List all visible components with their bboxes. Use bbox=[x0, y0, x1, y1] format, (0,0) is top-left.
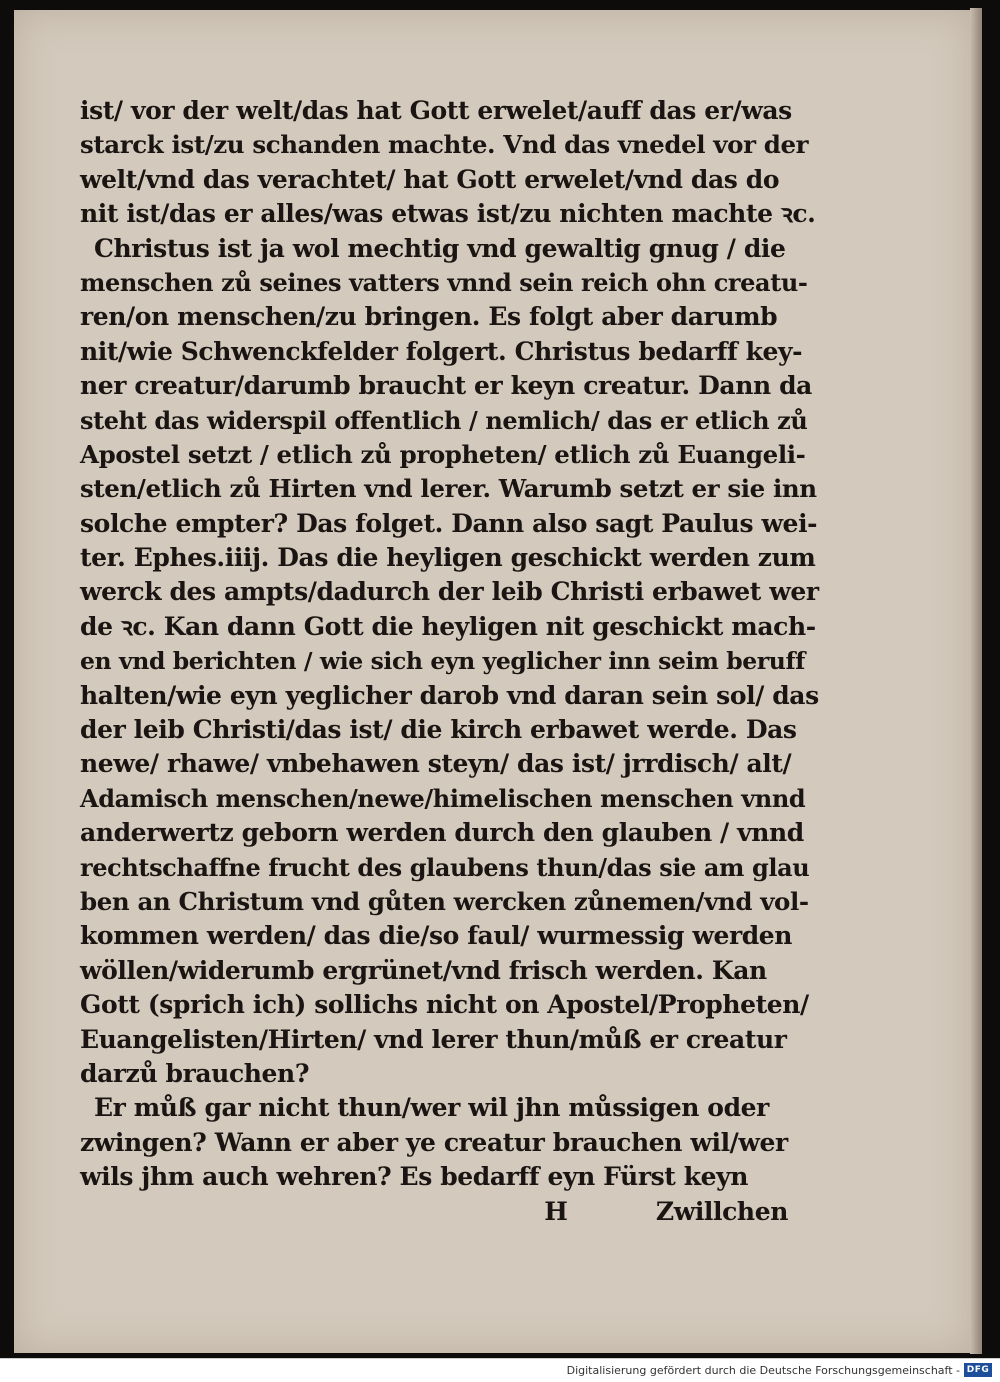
text-line: welt/vnd das verachtet/ hat Gott erwelet/vnd das do bbox=[80, 164, 780, 194]
text-line: Gott (sprich ich) sollichs nicht on Apostel/Propheten/ bbox=[80, 990, 809, 1020]
text-line: werck des ampts/dadurch der leib Christi erbawet wer bbox=[80, 577, 819, 607]
text-line: ist/ vor der welt/das hat Gott erwelet/auff das er/was bbox=[80, 96, 792, 125]
signature-mark: H bbox=[544, 1196, 568, 1226]
text-line: Christus ist ja wol mechtig vnd gewaltig gnug / die bbox=[94, 233, 786, 263]
text-line: newe/ rhawe/ vnbehawen steyn/ das ist/ jrrdisch/ alt/ bbox=[80, 749, 792, 779]
text-line: anderwertz geborn werden durch den glauben / vnnd bbox=[80, 818, 804, 848]
text-line: darzů brauchen? bbox=[80, 1058, 310, 1088]
text-line: der leib Christi/das ist/ die kirch erbawet werde. Das bbox=[80, 715, 797, 745]
page-edge bbox=[970, 8, 982, 1354]
dfg-logo[interactable]: DFG bbox=[964, 1363, 992, 1377]
text-line: menschen zů seines vatters vnnd sein reich ohn creatu- bbox=[80, 267, 808, 297]
text-line: solche empter? Das folget. Dann also sagt Paulus wei- bbox=[80, 508, 818, 538]
funding-credit: Digitalisierung gefördert durch die Deutsche Forschungsgemeinschaft - bbox=[566, 1364, 960, 1377]
text-line: ben an Christum vnd gůten wercken zůnemen/vnd vol- bbox=[80, 886, 809, 916]
text-line: Adamisch menschen/newe/himelischen menschen vnnd bbox=[80, 783, 806, 813]
page-text bbox=[80, 94, 819, 1229]
text-line: zwingen? Wann er aber ye creatur brauchen wil/wer bbox=[80, 1127, 788, 1157]
text-line: ter. Ephes.iiij. Das die heyligen geschickt werden zum bbox=[80, 543, 816, 573]
signature-catchword-line bbox=[80, 1195, 810, 1229]
text-line: nit/wie Schwenckfelder folgert. Christus bedarff key- bbox=[80, 336, 803, 366]
text-line: kommen werden/ das die/so faul/ wurmessig werden bbox=[80, 921, 793, 951]
text-line: starck ist/zu schanden machte. Vnd das vnedel vor der bbox=[80, 130, 809, 160]
text-line: nit ist/das er alles/was etwas ist/zu nichten machte ꝛc. bbox=[80, 199, 816, 229]
text-line: Apostel setzt / etlich zů propheten/ etlich zů Euangeli- bbox=[80, 439, 806, 469]
text-line: halten/wie eyn yeglicher darob vnd daran sein sol/ das bbox=[80, 680, 819, 710]
text-line: sten/etlich zů Hirten vnd lerer. Warumb setzt er sie inn bbox=[80, 474, 817, 504]
text-line: wils jhm auch wehren? Es bedarff eyn Fürst keyn bbox=[80, 1162, 749, 1192]
text-line: en vnd berichten / wie sich eyn yeglicher inn seim beruff bbox=[80, 647, 805, 676]
text-line: de ꝛc. Kan dann Gott die heyligen nit geschickt mach- bbox=[80, 611, 816, 641]
text-line: wöllen/widerumb ergrünet/vnd frisch werden. Kan bbox=[80, 955, 767, 985]
text-line: steht das widerspil offentlich / nemlich/ das er etlich zů bbox=[80, 405, 808, 435]
text-line: ren/on menschen/zu bringen. Es folgt aber darumb bbox=[80, 302, 778, 332]
text-line: Er můß gar nicht thun/wer wil jhn můssigen oder bbox=[94, 1093, 769, 1123]
book-page bbox=[14, 10, 972, 1353]
text-line: ner creatur/darumb braucht er keyn creatur. Dann da bbox=[80, 371, 812, 401]
text-line: rechtschaffne frucht des glaubens thun/das sie am glau bbox=[80, 852, 810, 882]
footer-bar bbox=[0, 1358, 1000, 1382]
catchword: Zwillchen bbox=[655, 1196, 788, 1226]
text-line: Euangelisten/Hirten/ vnd lerer thun/můß er creatur bbox=[80, 1024, 787, 1054]
